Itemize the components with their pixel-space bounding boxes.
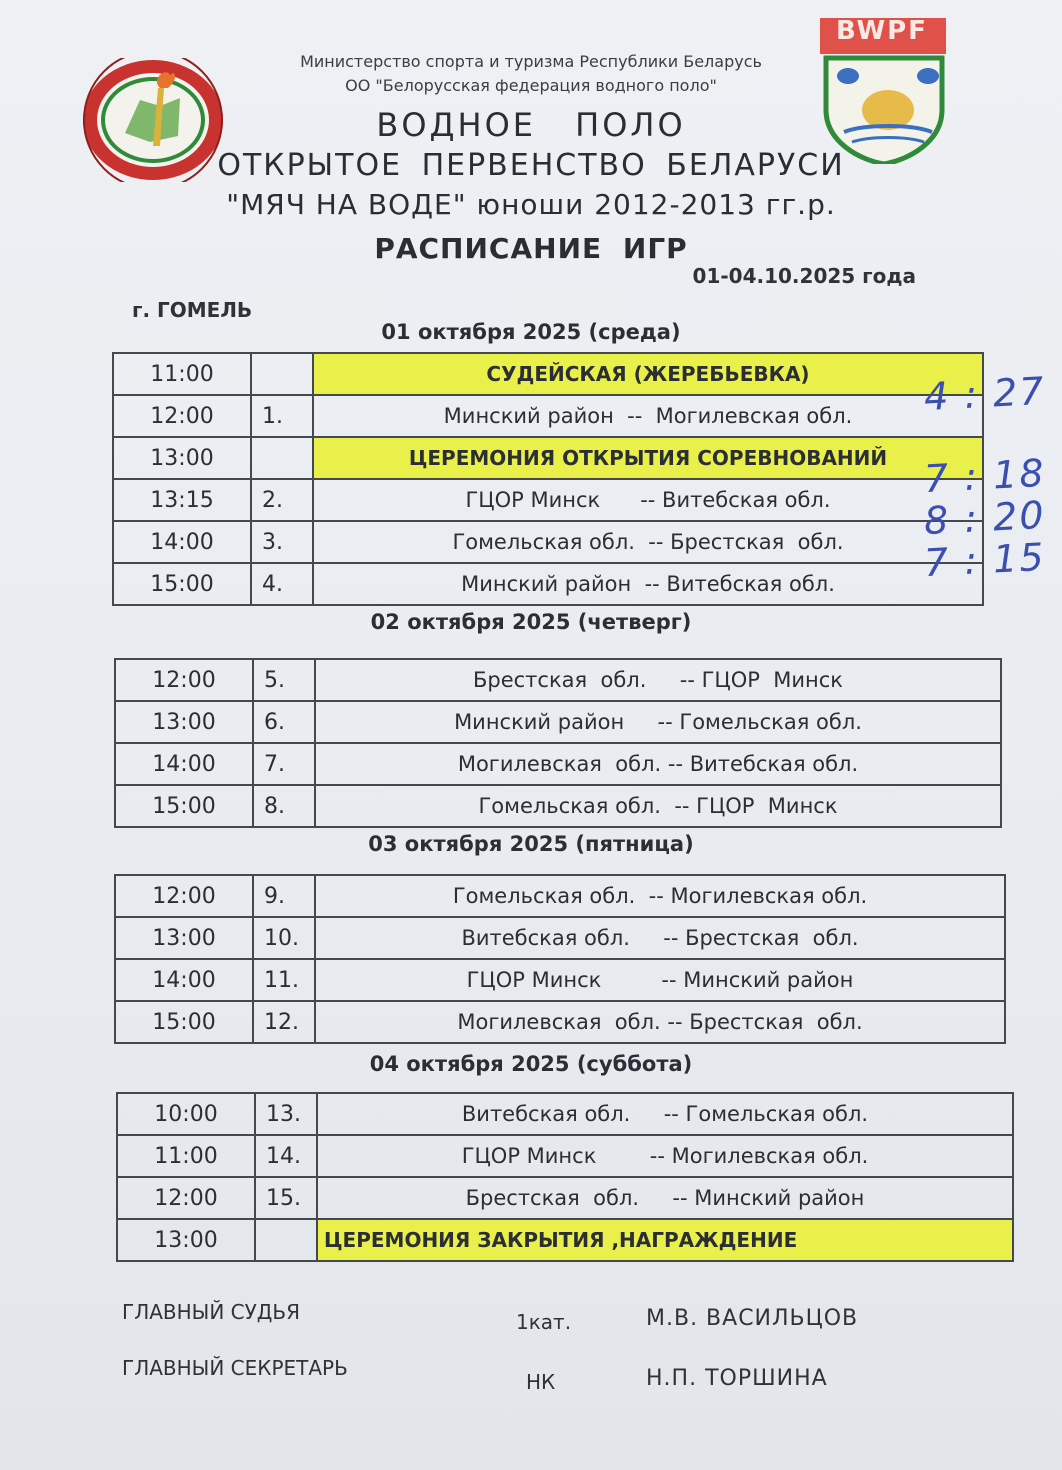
event-city: г. ГОМЕЛЬ [132, 298, 253, 322]
match-teams: Брестская обл. -- Минский район [317, 1177, 1013, 1219]
match-time: 15:00 [115, 785, 253, 827]
day-2-table [114, 658, 1002, 828]
handwritten-score: 7 : 18 [922, 450, 1047, 502]
day-1-table [112, 352, 984, 606]
match-time: 13:00 [117, 1219, 255, 1261]
match-teams: Гомельская обл. -- Могилевская обл. [315, 875, 1005, 917]
match-time: 15:00 [115, 1001, 253, 1043]
match-number: 12. [253, 1001, 315, 1043]
match-time: 12:00 [113, 395, 251, 437]
day-1-title: 01 октября 2025 (среда) [381, 320, 681, 344]
handwritten-score: 4 : 27 [922, 368, 1047, 420]
match-number: 9. [253, 875, 315, 917]
match-time: 13:00 [115, 917, 253, 959]
match-time: 12:00 [115, 875, 253, 917]
match-teams: Гомельская обл. -- Брестская обл. [313, 521, 983, 563]
table-row [113, 563, 983, 605]
table-row [115, 875, 1005, 917]
table-row [115, 959, 1005, 1001]
match-teams: Витебская обл. -- Брестская обл. [315, 917, 1005, 959]
match-teams: Могилевская обл. -- Витебская обл. [315, 743, 1001, 785]
match-time: 14:00 [113, 521, 251, 563]
table-row [113, 353, 983, 395]
table-row [115, 659, 1001, 701]
match-number [251, 437, 313, 479]
match-number: 13. [255, 1093, 317, 1135]
match-number: 1. [251, 395, 313, 437]
match-time: 10:00 [117, 1093, 255, 1135]
bwpf-logo-text: BWPF [836, 16, 928, 46]
table-row [115, 917, 1005, 959]
match-number: 15. [255, 1177, 317, 1219]
match-teams: Брестская обл. -- ГЦОР Минск [315, 659, 1001, 701]
table-row [117, 1219, 1013, 1261]
chief-judge-role: ГЛАВНЫЙ СУДЬЯ [122, 1300, 301, 1324]
event-label: СУДЕЙСКАЯ (ЖЕРЕБЬЕВКА) [313, 353, 983, 395]
match-time: 15:00 [113, 563, 251, 605]
match-time: 11:00 [117, 1135, 255, 1177]
match-number: 10. [253, 917, 315, 959]
match-time: 13:15 [113, 479, 251, 521]
match-number [255, 1219, 317, 1261]
table-row [115, 701, 1001, 743]
match-number: 4. [251, 563, 313, 605]
table-row [117, 1135, 1013, 1177]
match-time: 12:00 [115, 659, 253, 701]
match-time: 12:00 [117, 1177, 255, 1219]
match-number: 7. [253, 743, 315, 785]
table-row [113, 395, 983, 437]
chief-secretary-role: ГЛАВНЫЙ СЕКРЕТАРЬ [122, 1356, 348, 1380]
match-teams: Минский район -- Гомельская обл. [315, 701, 1001, 743]
title-sub: "МЯЧ НА ВОДЕ" юноши 2012-2013 гг.р. [226, 188, 836, 221]
table-row [115, 1001, 1005, 1043]
table-row [115, 785, 1001, 827]
day-3-table [114, 874, 1006, 1044]
chief-judge-category: 1кат. [516, 1310, 572, 1334]
event-dates: 01-04.10.2025 года [692, 264, 916, 288]
match-number: 14. [255, 1135, 317, 1177]
table-row [117, 1177, 1013, 1219]
day-4-table [116, 1092, 1014, 1262]
chief-secretary-name: Н.П. ТОРШИНА [646, 1366, 828, 1391]
table-row [115, 743, 1001, 785]
match-number: 11. [253, 959, 315, 1001]
day-2-title: 02 октября 2025 (четверг) [370, 610, 692, 634]
match-time: 13:00 [113, 437, 251, 479]
match-time: 13:00 [115, 701, 253, 743]
ministry-header [0, 50, 1062, 98]
match-time: 14:00 [115, 743, 253, 785]
match-teams: ГЦОР Минск -- Минский район [315, 959, 1005, 1001]
match-number: 8. [253, 785, 315, 827]
match-teams: Минский район -- Витебская обл. [313, 563, 983, 605]
ministry-line-1: Министерство спорта и туризма Республики Беларусь [300, 52, 762, 71]
title-event: ОТКРЫТОЕ ПЕРВЕНСТВО БЕЛАРУСИ [217, 148, 845, 183]
event-label: ЦЕРЕМОНИЯ ОТКРЫТИЯ СОРЕВНОВАНИЙ [313, 437, 983, 479]
event-label: ЦЕРЕМОНИЯ ЗАКРЫТИЯ ,НАГРАЖДЕНИЕ [317, 1219, 1013, 1261]
table-row [113, 437, 983, 479]
table-row [113, 521, 983, 563]
day-3-title: 03 октября 2025 (пятница) [368, 832, 694, 856]
table-row [113, 479, 983, 521]
match-teams: ГЦОР Минск -- Могилевская обл. [317, 1135, 1013, 1177]
handwritten-score: 8 : 20 [922, 492, 1047, 544]
match-teams: Витебская обл. -- Гомельская обл. [317, 1093, 1013, 1135]
chief-secretary-category: НК [526, 1370, 556, 1394]
handwritten-score: 7 : 15 [922, 534, 1047, 586]
match-number: 5. [253, 659, 315, 701]
ministry-line-2: ОО "Белорусская федерация водного поло" [345, 76, 717, 95]
match-time: 14:00 [115, 959, 253, 1001]
match-teams: Минский район -- Могилевская обл. [313, 395, 983, 437]
title-sport: ВОДНОЕ ПОЛО [376, 106, 686, 144]
match-number: 2. [251, 479, 313, 521]
match-teams: Могилевская обл. -- Брестская обл. [315, 1001, 1005, 1043]
day-4-title: 04 октября 2025 (суббота) [369, 1052, 693, 1076]
title-schedule: РАСПИСАНИЕ ИГР [374, 232, 688, 265]
chief-judge-name: М.В. ВАСИЛЬЦОВ [646, 1306, 859, 1331]
match-number: 6. [253, 701, 315, 743]
match-number: 3. [251, 521, 313, 563]
match-teams: ГЦОР Минск -- Витебская обл. [313, 479, 983, 521]
match-number [251, 353, 313, 395]
match-teams: Гомельская обл. -- ГЦОР Минск [315, 785, 1001, 827]
match-time: 11:00 [113, 353, 251, 395]
table-row [117, 1093, 1013, 1135]
